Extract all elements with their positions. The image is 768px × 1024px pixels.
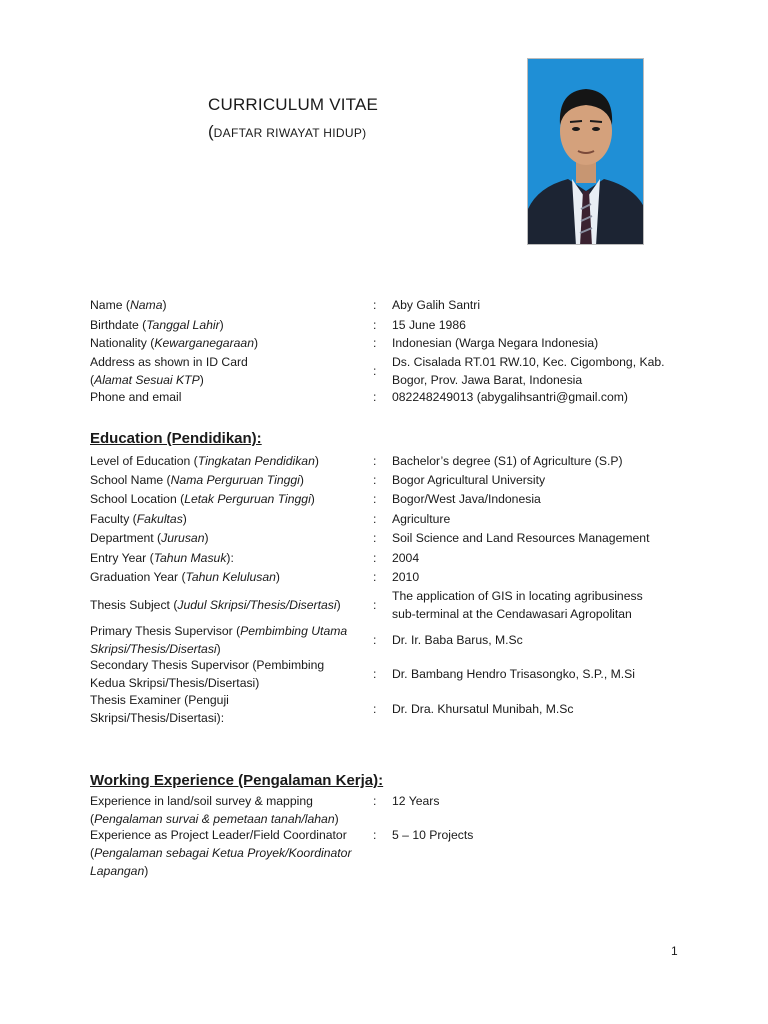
row-thesis-subject: Thesis Subject (Judul Skripsi/Thesis/Disertasi) : The application of GIS in locating agribusiness sub-terminal at the Cendawasari Agropolitan [90,589,643,621]
nationality-value: Indonesian (Warga Negara Indonesia) [392,336,599,350]
subtitle-text: DAFTAR RIWAYAT HIDUP) [213,126,367,140]
work-heading: Working Experience (Pengalaman Kerja): [90,772,384,789]
birthdate-value: 15 June 1986 [392,318,466,332]
row-primary-supervisor: Primary Thesis Supervisor (Pembimbing Utama Skripsi/Thesis/Disertasi) : Dr. Ir. Baba Barus, M.Sc [90,624,523,656]
cv-title: CURRICULUM VITAE [208,95,379,114]
row-thesis-examiner: Thesis Examiner (Penguji Skripsi/Thesis/Disertasi): : Dr. Dra. Khursatul Munibah, M.Sc [90,693,574,725]
cv-subtitle [208,122,366,142]
education-heading: Education (Pendidikan): [90,430,262,447]
row-experience-leader: Experience as Project Leader/Field Coordinator (Pengalaman sebagai Ketua Proyek/Koordinator Lapangan) : 5 – 10 Projects [90,828,474,878]
phone-value: 082248249013 (abygalihsantri@gmail.com) [392,390,628,404]
row-experience-survey: Experience in land/soil survey & mapping (Pengalaman survai & pemetaan tanah/lahan) : 12 Years [90,794,440,826]
address-value: Ds. Cisalada RT.01 RW.10, Kec. Cigombong, Kab. Bogor, Prov. Jawa Barat, Indonesia [392,355,665,387]
row-address: Address as shown in ID Card (Alamat Sesuai KTP) : Ds. Cisalada RT.01 RW.10, Kec. Cigombong, Kab. Bogor, Prov. Jawa Barat, Indonesia [90,353,690,389]
name-value: Aby Galih Santri [392,298,481,312]
row-secondary-supervisor: Secondary Thesis Supervisor (Pembimbing Kedua Skripsi/Thesis/Disertasi) : Dr. Bambang Hendro Trisasongko, S.P., M.Si [90,658,635,690]
profile-photo [527,58,644,245]
subtitle-paren: ( [208,122,214,141]
page-number: 1 [671,944,678,958]
